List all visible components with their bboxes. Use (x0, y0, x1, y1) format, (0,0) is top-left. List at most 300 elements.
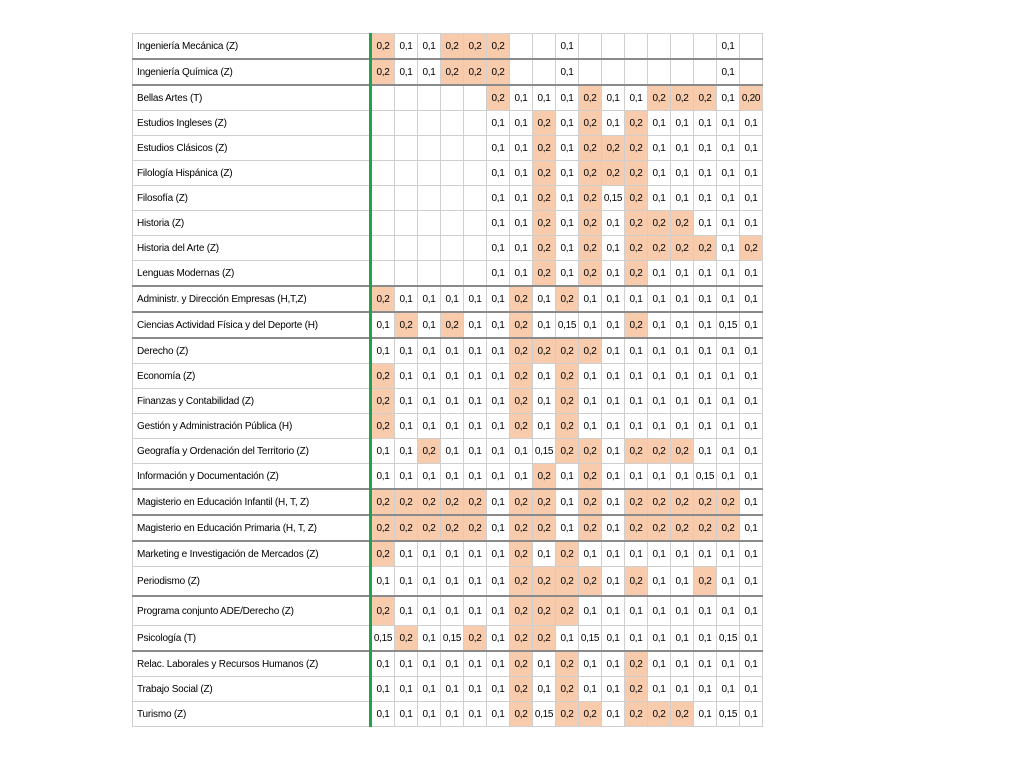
weight-cell: 0,1 (556, 626, 579, 652)
weight-cell: 0,1 (464, 338, 487, 364)
weight-cell: 0,1 (395, 439, 418, 464)
weight-cell (579, 34, 602, 60)
weight-cell: 0,1 (533, 389, 556, 414)
weight-cell: 0,1 (602, 338, 625, 364)
weight-cell: 0,1 (717, 211, 740, 236)
weight-cell (395, 261, 418, 287)
weight-cell: 0,2 (418, 439, 441, 464)
weight-cell: 0,2 (487, 34, 510, 60)
weight-cell: 0,2 (556, 414, 579, 439)
weight-cell: 0,2 (625, 161, 648, 186)
weight-cell: 0,1 (556, 85, 579, 111)
weight-cell (579, 59, 602, 85)
weight-cell: 0,2 (579, 111, 602, 136)
weight-cell: 0,1 (487, 541, 510, 567)
weight-cell: 0,2 (441, 489, 464, 515)
weight-cell: 0,2 (533, 136, 556, 161)
weight-cell: 0,1 (671, 651, 694, 677)
weight-cell: 0,1 (602, 567, 625, 597)
weight-cell: 0,1 (579, 286, 602, 312)
weight-cell: 0,2 (371, 364, 395, 389)
degree-name-cell: Historia (Z) (133, 211, 371, 236)
weight-cell: 0,1 (602, 236, 625, 261)
weight-cell: 0,1 (418, 312, 441, 338)
weight-cell: 0,1 (602, 515, 625, 541)
weight-cell: 0,2 (579, 236, 602, 261)
weight-cell: 0,1 (740, 596, 763, 626)
weight-cell: 0,2 (510, 414, 533, 439)
weight-cell: 0,1 (510, 439, 533, 464)
weight-cell: 0,2 (556, 389, 579, 414)
weight-cell: 0,1 (740, 186, 763, 211)
degree-name-cell: Filosofía (Z) (133, 186, 371, 211)
weight-cell: 0,1 (602, 111, 625, 136)
weight-cell: 0,2 (556, 364, 579, 389)
table-row (133, 286, 763, 312)
weight-cell: 0,1 (533, 651, 556, 677)
weight-cell: 0,2 (694, 236, 717, 261)
weight-cell: 0,1 (418, 626, 441, 652)
weight-cell: 0,1 (694, 186, 717, 211)
weights-table (132, 33, 763, 727)
weight-cell: 0,1 (740, 651, 763, 677)
weight-cell: 0,1 (371, 567, 395, 597)
weight-cell: 0,1 (717, 651, 740, 677)
weight-cell: 0,1 (602, 286, 625, 312)
weight-cell: 0,1 (510, 261, 533, 287)
weight-cell: 0,2 (579, 261, 602, 287)
weight-cell: 0,1 (418, 59, 441, 85)
weight-cell (740, 59, 763, 85)
weight-cell (441, 161, 464, 186)
weight-cell: 0,15 (694, 464, 717, 490)
weight-cell (464, 85, 487, 111)
weight-cell: 0,1 (395, 338, 418, 364)
weight-cell: 0,1 (395, 286, 418, 312)
weight-cell (602, 34, 625, 60)
table-row (133, 136, 763, 161)
weight-cell: 0,1 (648, 596, 671, 626)
weight-cell: 0,1 (441, 439, 464, 464)
weight-cell: 0,2 (533, 338, 556, 364)
weight-cell: 0,1 (648, 136, 671, 161)
weight-cell: 0,1 (556, 34, 579, 60)
weight-cell: 0,1 (487, 515, 510, 541)
table-row (133, 651, 763, 677)
weight-cell: 0,1 (487, 439, 510, 464)
weight-cell: 0,2 (625, 489, 648, 515)
weight-cell: 0,15 (533, 439, 556, 464)
weight-cell: 0,1 (671, 567, 694, 597)
weight-cell: 0,1 (648, 312, 671, 338)
weight-cell: 0,15 (533, 702, 556, 727)
table-row (133, 677, 763, 702)
weight-cell: 0,1 (671, 136, 694, 161)
weight-cell: 0,1 (740, 489, 763, 515)
weight-cell: 0,1 (395, 567, 418, 597)
weight-cell: 0,1 (510, 211, 533, 236)
weight-cell: 0,1 (740, 136, 763, 161)
weight-cell: 0,2 (579, 85, 602, 111)
weight-cell (464, 236, 487, 261)
weight-cell (648, 34, 671, 60)
weight-cell (418, 261, 441, 287)
weight-cell: 0,1 (694, 596, 717, 626)
weight-cell: 0,1 (694, 626, 717, 652)
weight-cell (395, 85, 418, 111)
weight-cell: 0,1 (464, 651, 487, 677)
weight-cell: 0,1 (579, 596, 602, 626)
weight-cell: 0,2 (694, 567, 717, 597)
weight-cell (418, 186, 441, 211)
weight-cell: 0,1 (533, 85, 556, 111)
weight-cell: 0,1 (418, 541, 441, 567)
degree-name-cell: Magisterio en Educación Infantil (H, T, Z) (133, 489, 371, 515)
weight-cell (395, 211, 418, 236)
weight-cell: 0,1 (694, 338, 717, 364)
weight-cell: 0,1 (602, 312, 625, 338)
weight-cell: 0,2 (579, 489, 602, 515)
weight-cell: 0,1 (602, 414, 625, 439)
weight-cell: 0,1 (441, 364, 464, 389)
weight-cell: 0,2 (510, 541, 533, 567)
weight-cell: 0,2 (418, 515, 441, 541)
weight-cell: 0,2 (533, 186, 556, 211)
table-row (133, 236, 763, 261)
weight-cell: 0,15 (602, 186, 625, 211)
weight-cell: 0,2 (602, 161, 625, 186)
weight-cell: 0,1 (487, 414, 510, 439)
weight-cell: 0,1 (602, 261, 625, 287)
weight-cell: 0,1 (740, 389, 763, 414)
weight-cell (464, 211, 487, 236)
degree-name-cell: Magisterio en Educación Primaria (H, T, Z) (133, 515, 371, 541)
weight-cell: 0,1 (648, 541, 671, 567)
weight-cell: 0,1 (717, 541, 740, 567)
weight-cell: 0,1 (602, 364, 625, 389)
weight-cell: 0,2 (533, 236, 556, 261)
degree-name-cell: Bellas Artes (T) (133, 85, 371, 111)
weight-cell: 0,2 (510, 515, 533, 541)
table-row (133, 85, 763, 111)
weight-cell: 0,1 (556, 236, 579, 261)
weight-cell: 0,2 (671, 489, 694, 515)
weight-cell: 0,2 (556, 651, 579, 677)
weight-cell: 0,1 (740, 677, 763, 702)
weight-cell: 0,1 (740, 567, 763, 597)
weight-cell: 0,1 (602, 596, 625, 626)
weight-cell: 0,1 (648, 651, 671, 677)
weight-cell: 0,1 (556, 186, 579, 211)
weight-cell: 0,2 (395, 626, 418, 652)
weight-cell: 0,1 (602, 85, 625, 111)
weight-cell: 0,2 (579, 338, 602, 364)
weight-cell (464, 161, 487, 186)
weight-cell: 0,1 (717, 338, 740, 364)
weight-cell: 0,2 (579, 439, 602, 464)
weight-cell: 0,2 (579, 136, 602, 161)
weight-cell (464, 186, 487, 211)
degree-name-cell: Administr. y Dirección Empresas (H,T,Z) (133, 286, 371, 312)
weight-cell: 0,1 (418, 596, 441, 626)
weight-cell: 0,2 (395, 489, 418, 515)
weight-cell: 0,2 (625, 211, 648, 236)
weight-cell: 0,1 (717, 414, 740, 439)
weight-cell: 0,1 (533, 286, 556, 312)
weight-cell: 0,1 (464, 439, 487, 464)
weight-cell: 0,2 (371, 541, 395, 567)
weight-cell (648, 59, 671, 85)
weight-cell: 0,2 (625, 136, 648, 161)
weight-cell: 0,2 (671, 702, 694, 727)
weight-cell: 0,1 (740, 312, 763, 338)
weight-cell: 0,1 (671, 261, 694, 287)
degree-name-cell: Información y Documentación (Z) (133, 464, 371, 490)
weight-cell: 0,1 (740, 414, 763, 439)
weight-cell: 0,1 (395, 596, 418, 626)
weight-cell: 0,2 (487, 59, 510, 85)
weight-cell: 0,1 (625, 389, 648, 414)
weight-cell (441, 111, 464, 136)
weight-cell: 0,1 (602, 626, 625, 652)
weight-cell: 0,1 (671, 596, 694, 626)
table-row (133, 567, 763, 597)
weight-cell (533, 34, 556, 60)
weight-cell: 0,1 (717, 236, 740, 261)
weight-cell: 0,1 (625, 338, 648, 364)
weight-cell: 0,1 (740, 439, 763, 464)
weight-cell: 0,2 (625, 515, 648, 541)
weight-cell: 0,2 (648, 85, 671, 111)
weight-cell: 0,1 (648, 186, 671, 211)
weight-cell: 0,1 (556, 59, 579, 85)
weight-cell: 0,1 (441, 464, 464, 490)
weight-cell: 0,1 (418, 286, 441, 312)
weight-cell: 0,2 (556, 702, 579, 727)
weight-cell: 0,2 (395, 312, 418, 338)
weight-cell: 0,1 (717, 389, 740, 414)
weight-cell: 0,2 (579, 211, 602, 236)
weight-cell: 0,1 (671, 541, 694, 567)
weight-cell (371, 136, 395, 161)
weight-cell (395, 186, 418, 211)
weight-cell: 0,1 (395, 34, 418, 60)
weight-cell: 0,2 (556, 541, 579, 567)
weight-cell (395, 236, 418, 261)
weight-cell: 0,1 (487, 626, 510, 652)
weight-cell: 0,1 (487, 651, 510, 677)
weight-cell (395, 111, 418, 136)
weight-cell: 0,1 (487, 338, 510, 364)
weight-cell: 0,2 (510, 312, 533, 338)
weight-cell: 0,2 (556, 286, 579, 312)
weight-cell: 0,1 (717, 34, 740, 60)
weight-cell: 0,2 (533, 111, 556, 136)
weight-cell: 0,2 (694, 515, 717, 541)
weight-cell: 0,2 (579, 186, 602, 211)
weight-cell: 0,2 (602, 136, 625, 161)
weight-cell: 0,1 (740, 338, 763, 364)
weight-cell: 0,1 (648, 677, 671, 702)
weight-cell (625, 34, 648, 60)
weight-cell: 0,1 (717, 111, 740, 136)
weight-cell: 0,15 (579, 626, 602, 652)
weight-cell (371, 211, 395, 236)
weight-cell: 0,1 (510, 236, 533, 261)
degree-name-cell: Ciencias Actividad Física y del Deporte (H) (133, 312, 371, 338)
degree-name-cell: Economía (Z) (133, 364, 371, 389)
weight-cell: 0,1 (464, 286, 487, 312)
weight-cell: 0,1 (533, 677, 556, 702)
weight-cell: 0,1 (371, 338, 395, 364)
weight-cell: 0,1 (648, 338, 671, 364)
table-row (133, 489, 763, 515)
weight-cell (694, 34, 717, 60)
weight-cell: 0,1 (371, 312, 395, 338)
weight-cell: 0,2 (556, 439, 579, 464)
weight-cell (371, 161, 395, 186)
weight-cell: 0,2 (556, 677, 579, 702)
weight-cell (441, 211, 464, 236)
weight-cell: 0,1 (579, 312, 602, 338)
weight-cell: 0,1 (694, 439, 717, 464)
weight-cell: 0,1 (671, 286, 694, 312)
weight-cell: 0,1 (648, 626, 671, 652)
degree-name-cell: Programa conjunto ADE/Derecho (Z) (133, 596, 371, 626)
weight-cell: 0,20 (740, 85, 763, 111)
weight-cell (371, 186, 395, 211)
table-row (133, 34, 763, 60)
weight-cell: 0,2 (464, 59, 487, 85)
weight-cell: 0,1 (740, 161, 763, 186)
weight-cell: 0,1 (441, 389, 464, 414)
weight-cell: 0,2 (694, 489, 717, 515)
weight-cell: 0,1 (418, 651, 441, 677)
weight-cell: 0,1 (694, 541, 717, 567)
weight-cell: 0,1 (510, 161, 533, 186)
weight-cell: 0,1 (717, 136, 740, 161)
table-row (133, 439, 763, 464)
weight-cell: 0,2 (418, 489, 441, 515)
weight-cell: 0,2 (441, 515, 464, 541)
weight-cell: 0,1 (648, 286, 671, 312)
weight-cell: 0,1 (648, 414, 671, 439)
weight-cell: 0,2 (464, 489, 487, 515)
degree-name-cell: Geografía y Ordenación del Territorio (Z) (133, 439, 371, 464)
weight-cell: 0,1 (418, 702, 441, 727)
weight-cell: 0,2 (510, 651, 533, 677)
weight-cell: 0,1 (464, 567, 487, 597)
weight-cell: 0,1 (602, 464, 625, 490)
weight-cell: 0,1 (371, 651, 395, 677)
weight-cell: 0,2 (648, 236, 671, 261)
weight-cell: 0,1 (579, 414, 602, 439)
weight-cell: 0,1 (625, 541, 648, 567)
weight-cell: 0,2 (510, 677, 533, 702)
weight-cell: 0,1 (487, 261, 510, 287)
weight-cell: 0,1 (671, 389, 694, 414)
weight-cell: 0,1 (395, 364, 418, 389)
degree-name-cell: Filología Hispánica (Z) (133, 161, 371, 186)
weight-cell: 0,2 (556, 567, 579, 597)
weight-cell: 0,1 (487, 464, 510, 490)
table-row (133, 389, 763, 414)
weight-cell (395, 136, 418, 161)
weight-cell: 0,1 (533, 414, 556, 439)
weight-cell: 0,1 (487, 111, 510, 136)
weight-cell: 0,1 (740, 541, 763, 567)
weight-cell: 0,1 (487, 186, 510, 211)
weight-cell: 0,1 (694, 211, 717, 236)
weight-cell: 0,1 (602, 677, 625, 702)
weight-cell: 0,1 (717, 186, 740, 211)
weight-cell: 0,2 (625, 677, 648, 702)
weight-cell: 0,2 (648, 439, 671, 464)
weight-cell: 0,2 (510, 596, 533, 626)
weight-cell: 0,2 (579, 567, 602, 597)
weight-cell: 0,1 (602, 389, 625, 414)
weight-cell (602, 59, 625, 85)
weight-cell: 0,1 (671, 364, 694, 389)
weight-cell: 0,1 (694, 677, 717, 702)
weight-cell: 0,1 (464, 702, 487, 727)
weight-cell: 0,2 (510, 286, 533, 312)
weight-cell (464, 111, 487, 136)
weight-cell: 0,2 (441, 34, 464, 60)
table-row (133, 312, 763, 338)
weight-cell: 0,1 (694, 136, 717, 161)
weight-cell: 0,1 (602, 651, 625, 677)
weight-cell: 0,2 (579, 702, 602, 727)
weight-cell: 0,2 (533, 261, 556, 287)
weight-cell: 0,1 (694, 364, 717, 389)
weight-cell: 0,1 (441, 677, 464, 702)
weight-cell: 0,1 (717, 59, 740, 85)
weight-cell: 0,2 (648, 211, 671, 236)
weight-cell: 0,2 (625, 312, 648, 338)
weight-cell: 0,2 (533, 464, 556, 490)
weight-cell: 0,1 (487, 389, 510, 414)
table-row (133, 626, 763, 652)
weight-cell (694, 59, 717, 85)
weight-cell: 0,1 (648, 389, 671, 414)
weight-cell (441, 261, 464, 287)
weight-cell: 0,1 (510, 111, 533, 136)
weight-cell: 0,2 (671, 85, 694, 111)
weight-cell: 0,1 (717, 364, 740, 389)
degree-name-cell: Estudios Ingleses (Z) (133, 111, 371, 136)
weight-cell: 0,1 (740, 364, 763, 389)
weight-cell: 0,1 (533, 541, 556, 567)
weight-cell: 0,1 (740, 626, 763, 652)
weight-cell: 0,1 (717, 596, 740, 626)
weight-cell: 0,1 (671, 338, 694, 364)
weight-cell (441, 136, 464, 161)
weight-cell: 0,1 (625, 85, 648, 111)
weight-cell: 0,1 (464, 389, 487, 414)
weight-cell: 0,1 (648, 111, 671, 136)
weight-cell: 0,1 (556, 136, 579, 161)
weight-cell: 0,1 (648, 567, 671, 597)
weight-cell (510, 34, 533, 60)
weight-cell (625, 59, 648, 85)
weight-cell: 0,2 (533, 515, 556, 541)
weight-cell: 0,1 (602, 211, 625, 236)
weight-cell (418, 111, 441, 136)
weight-cell: 0,2 (671, 211, 694, 236)
weight-cell: 0,15 (371, 626, 395, 652)
weight-cell: 0,1 (464, 312, 487, 338)
